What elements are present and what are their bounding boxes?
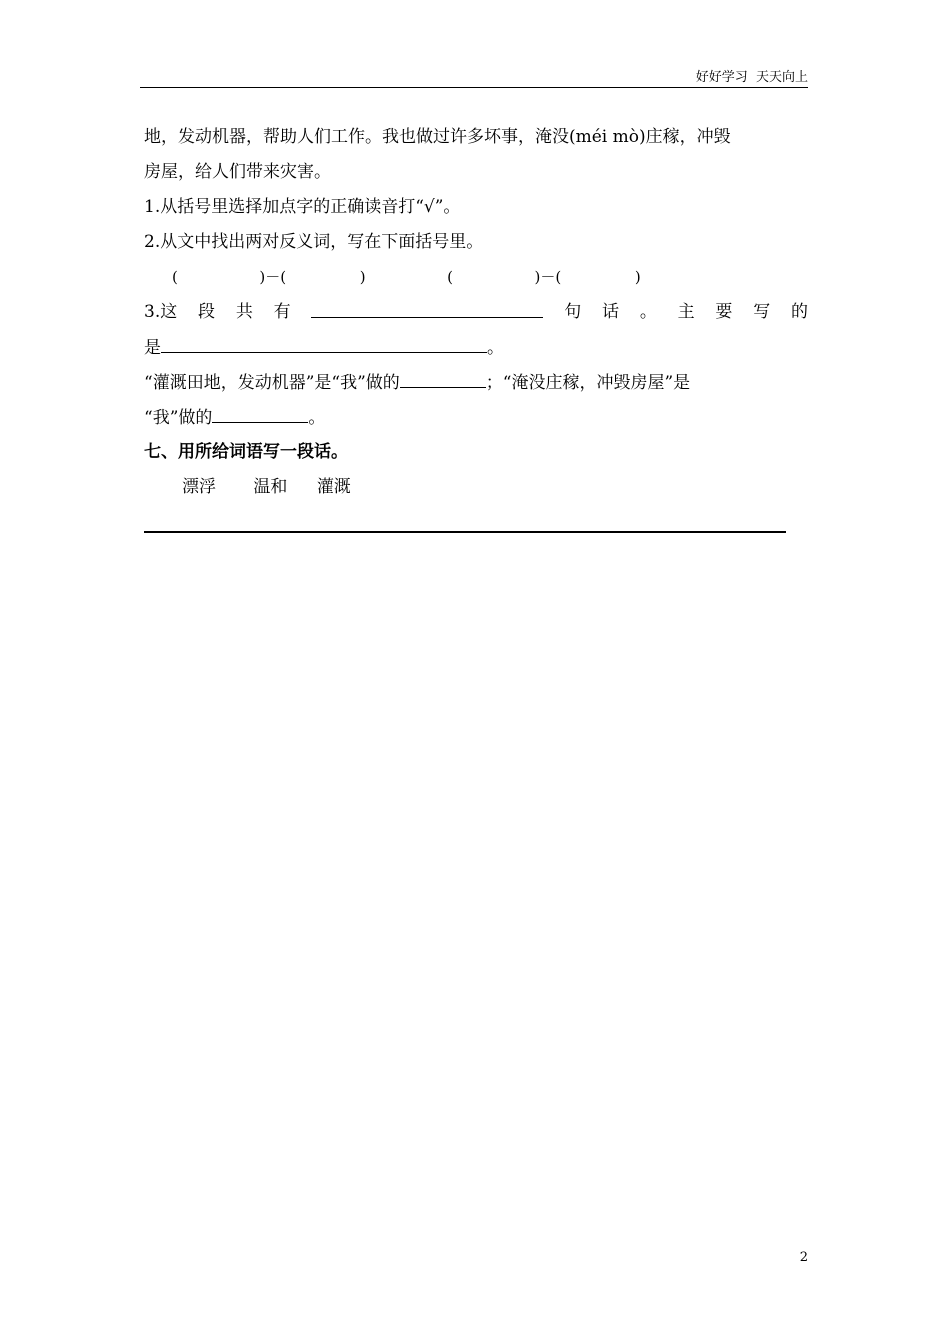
q3-line4-part2: 。 [308, 408, 326, 428]
q3-char: 话 [602, 302, 620, 322]
paren-dash-1: )－( [259, 268, 287, 286]
word-1: 漂浮 [182, 477, 216, 497]
paren-open-2: ( [447, 268, 453, 286]
q3-char: 有 [273, 302, 291, 322]
page-number: 2 [799, 1250, 808, 1265]
passage-line-2: 房屋，给人们带来灾害。 [144, 162, 331, 182]
q3-line3-part1: “灌溉田地，发动机器”是“我”做的 [144, 373, 400, 393]
q3-line2-prefix: 是 [144, 338, 161, 358]
question-1: 1.从括号里选择加点字的正确读音打“√”。 [144, 197, 461, 217]
header-motto: 好好学习 天天向上 [695, 70, 808, 85]
paren-close-2: ) [634, 268, 641, 286]
question-2: 2.从文中找出两对反义词，写在下面括号里。 [144, 232, 484, 252]
section-7-words [144, 470, 808, 505]
paren-close-1: ) [359, 268, 366, 286]
q3-char: 主 [677, 302, 695, 322]
word-2: 温和 [253, 477, 288, 497]
passage-line-1: 地，发动机器，帮助人们工作。我也做过许多坏事，淹没(méi mò)庄稼，冲毁 [144, 127, 731, 147]
page-header [140, 62, 808, 88]
bad-deeds-blank[interactable] [212, 400, 308, 423]
q3-char: 3.这 [144, 302, 178, 322]
q3-char: 的 [791, 302, 808, 322]
q3-char: 。 [639, 302, 657, 322]
q3-char: 要 [715, 302, 733, 322]
question-3-line-2 [144, 330, 808, 365]
q3-char: 段 [198, 302, 216, 322]
worksheet-content [144, 120, 808, 505]
paren-dash-2: )－( [534, 268, 562, 286]
question-3-line-3 [144, 365, 808, 400]
header-rule [140, 87, 808, 88]
question-3-line-4 [144, 400, 808, 435]
q3-char: 写 [753, 302, 771, 322]
q3-line2-suffix: 。 [487, 338, 504, 358]
question-3-line-1 [144, 295, 808, 330]
main-content-blank[interactable] [161, 330, 487, 353]
sentence-count-blank[interactable] [311, 295, 543, 318]
section-7-title: 七、用所给词语写一段话。 [144, 442, 348, 462]
good-deeds-blank[interactable] [400, 365, 486, 388]
paragraph-answer-line[interactable] [144, 531, 786, 533]
q3-char: 共 [235, 302, 253, 322]
q3-char: 句 [564, 302, 582, 322]
word-3: 灌溉 [316, 477, 351, 497]
paren-open-1: ( [172, 268, 178, 286]
antonym-pairs [144, 260, 808, 295]
q3-line3-part2: ；“淹没庄稼，冲毁房屋”是 [485, 373, 691, 393]
q3-line4-part1: “我”做的 [144, 408, 213, 428]
